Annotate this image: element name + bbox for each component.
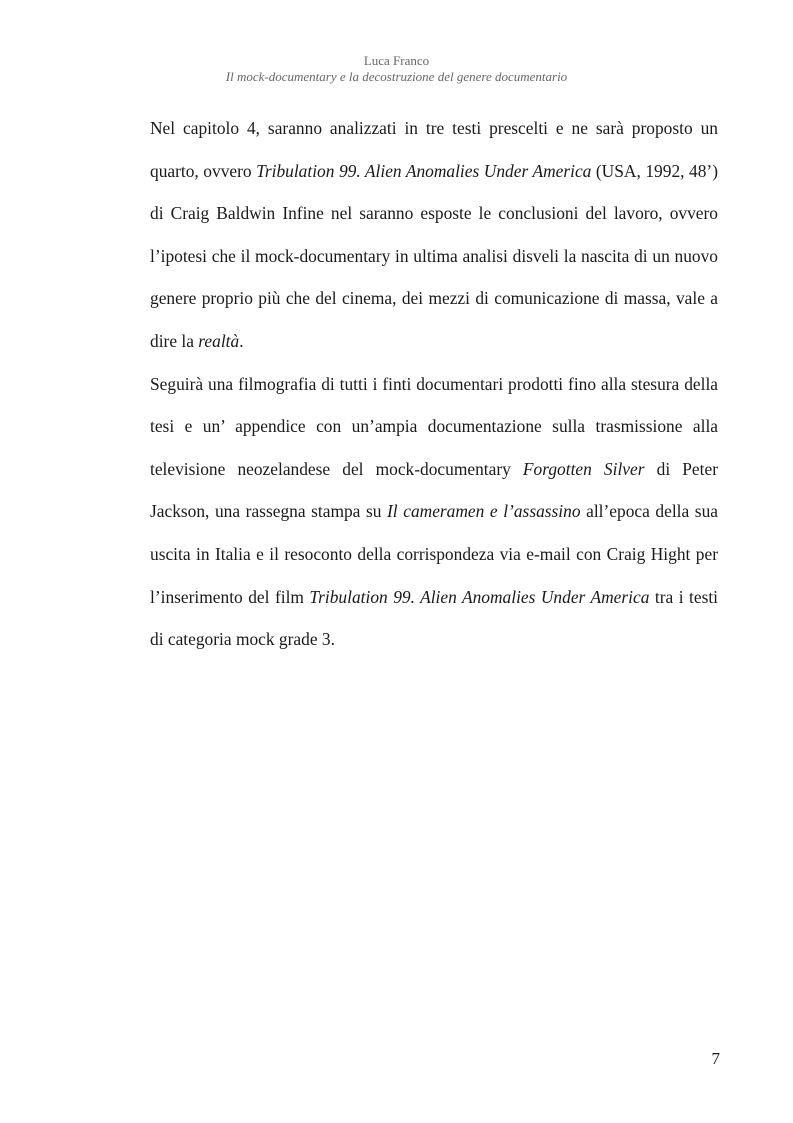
italic-title: Tribulation 99. Alien Anomalies Under America (309, 586, 650, 607)
italic-title: Il cameramen e l’assassino (387, 501, 581, 522)
header-author: Luca Franco (363, 53, 430, 68)
text-run: tra i testi di categoria mock grade 3. (150, 586, 718, 650)
italic-title: Forgotten Silver (522, 458, 645, 479)
italic-word: realtà (198, 330, 240, 351)
running-header (0, 53, 793, 85)
body-text (150, 107, 718, 661)
paragraph (150, 363, 718, 661)
page-number: 7 (711, 1049, 720, 1068)
text-run: all’epoca della sua uscita in Italia e il resoconto della corrispondeza via e-mail con Craig Hight per l’inserimento del film (150, 501, 718, 607)
text-run: di Peter Jackson, una rassegna stampa su (150, 458, 718, 522)
header-title: Il mock-documentary e la decostruzione del genere documentario (225, 69, 568, 84)
paragraph (150, 107, 718, 363)
text-run: Nel capitolo 4, saranno analizzati in tre testi prescelti e ne sarà proposto un quarto, ovvero (150, 118, 718, 181)
text-run: Seguirà una filmografia di tutti i finti documentari prodotti fino alla stesura della tesi e un’ appendice con un’ampia documentazione sulla trasmissione alla televisione neozelandese del mock-documentary (150, 373, 718, 479)
text-run: (USA, 1992, 48’) di Craig Baldwin Infine nel saranno esposte le conclusioni del lavoro, ovvero l’ipotesi che il mock-documentary in ultima analisi disveli la nascita di un nuovo genere proprio più che del cinema, dei mezzi di comunicazione di massa, vale a dire la (150, 160, 718, 351)
italic-title: Tribulation 99. Alien Anomalies Under America (256, 160, 592, 181)
text-run: . (239, 330, 244, 351)
